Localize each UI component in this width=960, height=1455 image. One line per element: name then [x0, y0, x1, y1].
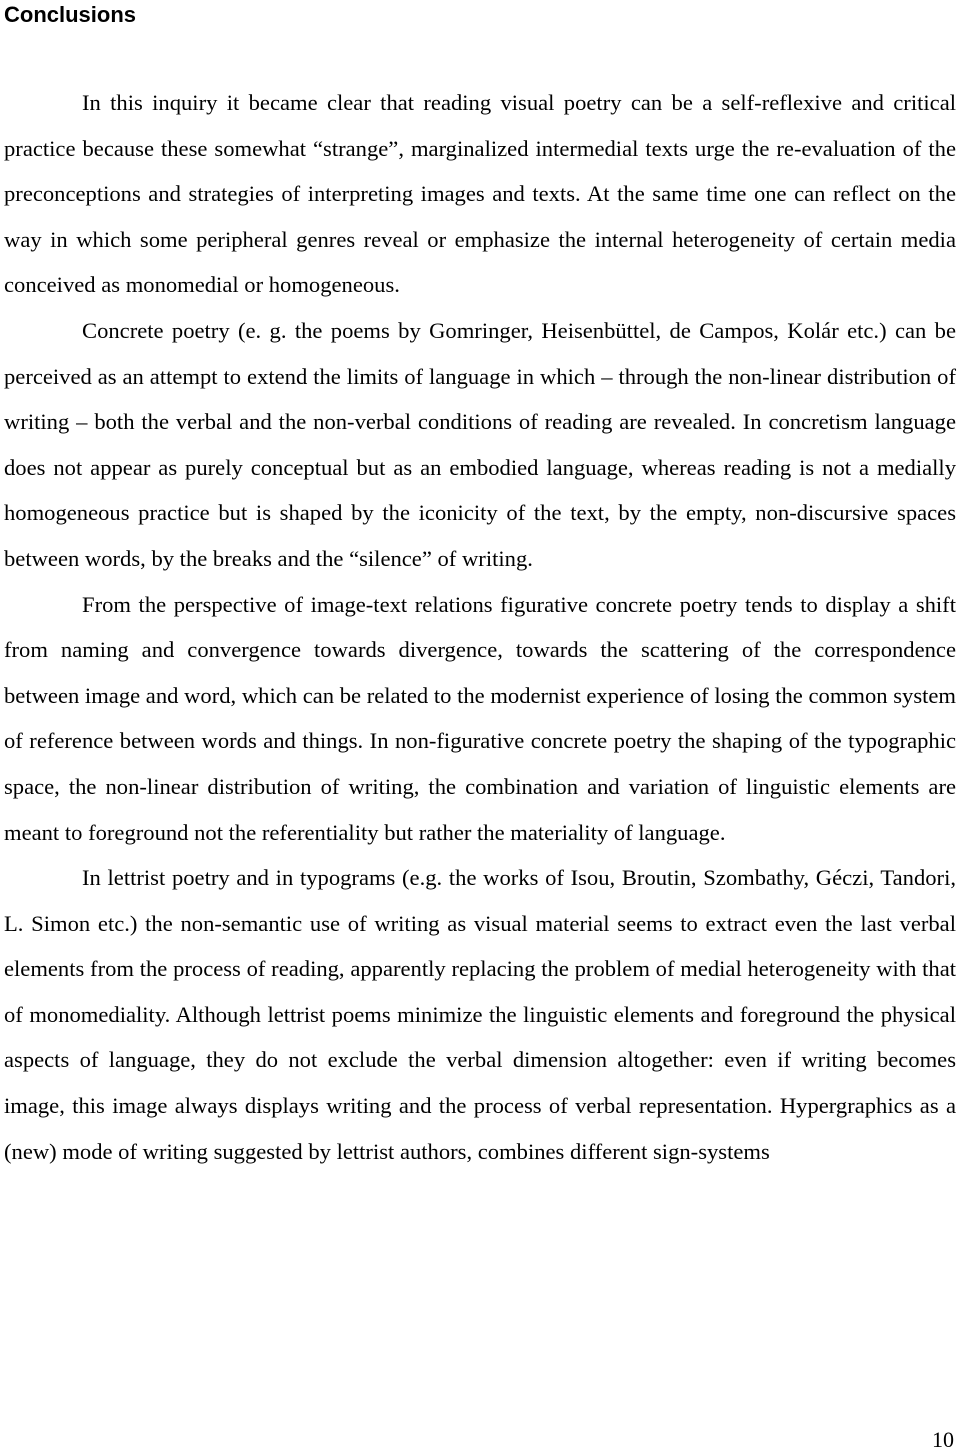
paragraph: In this inquiry it became clear that reading visual poetry can be a self-reflexive and critical practice because these somewhat “strange”, marginalized intermedial texts urge the re-evaluation of the preconceptions and strategies of interpreting images and texts. At the same time one can reflect on the way in which some peripheral genres reveal or emphasize the internal heterogeneity of certain media conceived as monomedial or homogeneous. [4, 90, 956, 298]
paragraph: In lettrist poetry and in typograms (e.g. the works of Isou, Broutin, Szombathy, Géczi, Tandori, L. Simon etc.) the non-semantic use of writing as visual material seems to extract even the last verbal elements from the process of reading, apparently replacing the problem of medial heterogeneity with that of monomediality. Although lettrist poems minimize the linguistic elements and foreground the physical aspects of language, they do not exclude the verbal dimension altogether: even if writing becomes image, this image always displays writing and the process of verbal representation. Hypergraphics as a (new) mode of writing suggested by lettrist authors, combines different sign-systems [4, 865, 956, 1164]
section-heading: Conclusions [4, 2, 137, 27]
paragraph: From the perspective of image-text relations figurative concrete poetry tends to display a shift from naming and convergence towards divergence, towards the scattering of the correspondence between image and word, which can be related to the modernist experience of losing the common system of reference between words and things. In non-figurative concrete poetry the shaping of the typographic space, the non-linear distribution of writing, the combination and variation of linguistic elements are meant to foreground not the referentiality but rather the materiality of language. [4, 591, 956, 845]
paragraph: Concrete poetry (e. g. the poems by Gomringer, Heisenbüttel, de Campos, Kolár etc.) can be perceived as an attempt to extend the limits of language in which – through the non-linear distribution of writing – both the verbal and the non-verbal conditions of reading are revealed. In concretism language does not appear as purely conceptual but as an embodied language, whereas reading is not a medially homogeneous practice but is shaped by the iconicity of the text, by the empty, non-discursive spaces between words, by the breaks and the “silence” of writing. [4, 317, 956, 571]
body-text [4, 80, 956, 1174]
page-number: 10 [932, 1427, 954, 1452]
